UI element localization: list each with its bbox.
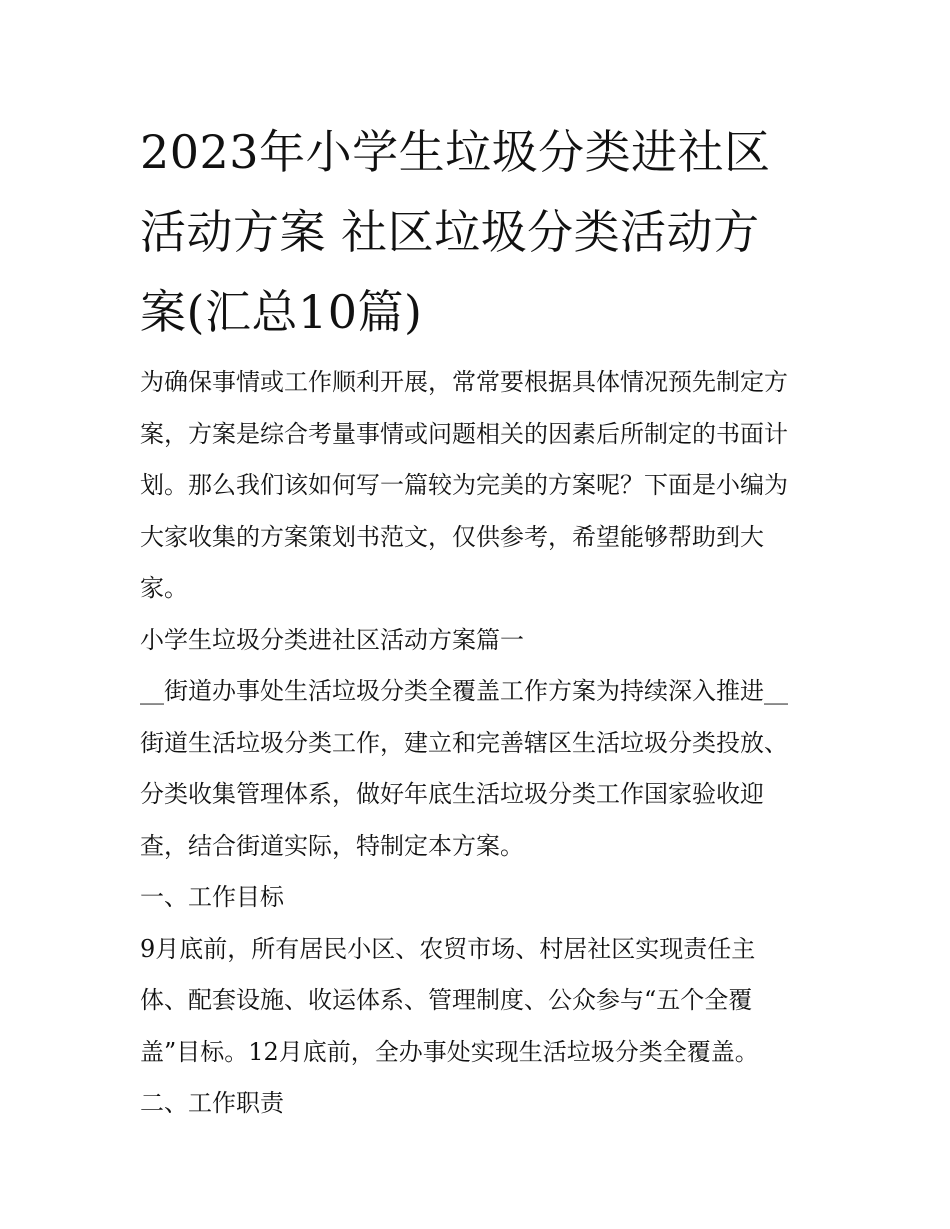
text-line: 家。	[140, 574, 188, 602]
text-line: 盖”目标。12月底前，全办事处实现生活垃圾分类全覆盖。	[140, 1037, 759, 1066]
document-title	[140, 112, 820, 352]
text-line: 一、工作目标	[140, 883, 284, 911]
section-heading	[140, 1078, 820, 1130]
title-line: 案(汇总10篇)	[140, 285, 423, 339]
text-line: 分类收集管理体系，做好年底生活垃圾分类工作国家验收迎	[140, 780, 764, 808]
text-line: 为确保事情或工作顺利开展，常常要根据具体情况预先制定方	[140, 368, 788, 396]
text-line: 街道生活垃圾分类工作，建立和完善辖区生活垃圾分类投放、	[140, 728, 788, 757]
text-line: 查，结合街道实际，特制定本方案。	[140, 831, 524, 860]
document-page	[140, 112, 820, 1130]
text-line: 小学生垃圾分类进社区活动方案篇一	[140, 625, 524, 654]
title-line: 活动方案 社区垃圾分类活动方	[140, 205, 760, 259]
intro-paragraph	[140, 357, 820, 615]
title-line: 2023年小学生垃圾分类进社区	[140, 125, 771, 179]
text-line: 二、工作职责	[140, 1089, 284, 1117]
body-paragraph	[140, 924, 820, 1079]
text-line: 体、配套设施、收运体系、管理制度、公众参与“五个全覆	[140, 986, 753, 1014]
section-heading	[140, 615, 820, 667]
text-line: 案，方案是综合考量事情或问题相关的因素后所制定的书面计	[140, 419, 788, 448]
text-line: 大家收集的方案策划书范文，仅供参考，希望能够帮助到大	[140, 522, 764, 551]
text-line: __街道办事处生活垃圾分类全覆盖工作方案为持续深入推进__	[140, 677, 788, 705]
text-line: 9月底前，所有居民小区、农贸市场、村居社区实现责任主	[140, 934, 756, 963]
text-line: 划。那么我们该如何写一篇较为完美的方案呢？下面是小编为	[140, 471, 788, 499]
section-heading	[140, 872, 820, 924]
body-paragraph	[140, 666, 820, 872]
